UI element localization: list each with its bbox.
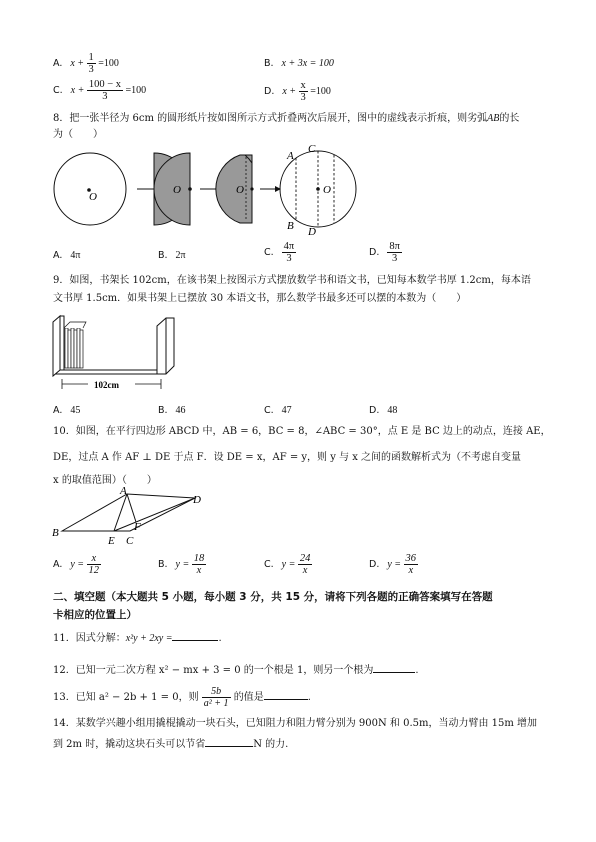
q8-option-d[interactable]: D. $\frac{8\pi}{3}$ — [369, 241, 400, 264]
section-heading-line2: 卡相应的位置上） — [53, 609, 137, 621]
segment-af — [127, 494, 136, 522]
label-f: F — [134, 521, 141, 533]
fraction: $\frac{x}{3}$ — [300, 80, 306, 103]
answer-blank[interactable] — [264, 689, 308, 700]
q10-stem-line1: 10．如图，在平行四边形 ABCD 中，AB = 6，BC = 8，∠ABC = 30°，点 E 是 BC 边上的动点，连接 AE， — [53, 426, 551, 437]
label-c: C — [308, 143, 316, 155]
label-a: A — [287, 150, 294, 162]
quarter-shape — [216, 155, 252, 223]
option-label: D. — [264, 85, 275, 97]
segment-ae — [114, 494, 127, 531]
option-label: A. — [53, 57, 63, 69]
label-d: D — [193, 494, 201, 506]
q9-stem-line2: 文书厚 1.5cm．如果书架上已摆放 30 本语文书，那么数学书最多还可以摆的本数为（ ） — [53, 293, 467, 304]
q14-line2: 到 2m 时，撬动这块石头可以节省 N 的力. — [53, 736, 288, 751]
q10-option-c[interactable]: C. y = $\frac{24}{x}$ — [264, 553, 311, 576]
fraction: $\frac{100 - x}{3}$ — [88, 79, 122, 102]
label-o-3: O — [236, 184, 244, 196]
label-o-2: O — [173, 184, 181, 196]
q10-figure — [50, 486, 210, 548]
q9-option-b[interactable]: B. 46 — [158, 405, 186, 416]
dimension-label: 102cm — [94, 380, 119, 390]
q8-option-a[interactable]: A. 4π — [53, 250, 81, 261]
left-bookend — [53, 316, 60, 376]
q7-option-b[interactable]: B. x + 3x = 100 — [264, 58, 334, 69]
q10-stem-line3: x 的取值范围）（ ） — [53, 475, 157, 486]
answer-blank[interactable] — [373, 662, 415, 673]
q14-line1: 14．某数学兴趣小组用撬棍撬动一块石头，已知阻力和阻力臂分别为 900N 和 0.5m，当动力臂由 15m 增加 — [53, 718, 538, 729]
label-b: B — [52, 527, 59, 539]
section-heading-line1: 二、填空题（本大题共 5 小题，每小题 3 分，共 15 分，请将下列各题的正确答案填写在答题 — [53, 591, 493, 603]
books — [64, 322, 86, 368]
q8-stem-line2: 为（ ） — [53, 129, 103, 140]
label-a: A — [120, 486, 127, 497]
q7-option-d[interactable]: D. x + $\frac{x}{3}$ =100 — [264, 80, 331, 103]
q10-option-d[interactable]: D. y = $\frac{36}{x}$ — [369, 553, 417, 576]
label-e: E — [108, 535, 115, 547]
q9-stem-line1: 9．如图，书架长 102cm，在该书架上按图示方式摆放数学书和语文书，已知每本数学书厚 1.2cm，每本语 — [53, 275, 531, 286]
option-label: B. — [264, 58, 274, 69]
q8-option-c[interactable]: C. $\frac{4\pi}{3}$ — [264, 241, 295, 264]
q8-stem-line1: 8．把一张半径为 6cm 的圆形纸片按如图所示方式折叠两次后展开，图中的虚线表示折痕，则劣弧AB的长 — [53, 113, 520, 124]
fraction: $\frac{1}{3}$ — [88, 52, 94, 75]
label-c: C — [126, 535, 134, 547]
q10-option-b[interactable]: B. y = $\frac{18}{x}$ — [158, 553, 205, 576]
answer-blank[interactable] — [205, 736, 253, 747]
label-o: O — [89, 191, 97, 203]
q11: 11．因式分解：x²y + 2xy = . — [53, 630, 222, 645]
q10-option-a[interactable]: A. y = $\frac{x}{12}$ — [53, 553, 100, 576]
q9-option-d[interactable]: D. 48 — [369, 405, 398, 416]
label-o-4: O — [323, 184, 331, 196]
q8-figure — [50, 143, 370, 239]
center-dot-2 — [188, 187, 192, 191]
label-d: D — [308, 226, 316, 238]
label-b: B — [287, 220, 294, 232]
option-label: C. — [53, 84, 63, 96]
q9-option-a[interactable]: A. 45 — [53, 405, 81, 416]
q9-option-c[interactable]: C. 47 — [264, 405, 292, 416]
answer-blank[interactable] — [172, 630, 218, 641]
q9-figure — [50, 312, 185, 396]
q7-option-c[interactable]: C. x + $\frac{100 - x}{3}$ =100 — [53, 79, 147, 102]
segment-de — [114, 498, 195, 531]
q13: 13．已知 a² − 2b + 1 = 0，则 $\frac{5b}{\text{a² + 1}}$ 的值是 . — [53, 686, 311, 709]
q10-stem-line2: DE，过点 A 作 AF ⊥ DE 于点 F．设 DE = x，AF = y，则 y 与 x 之间的函数解析式为（不考虑自变量 — [53, 452, 522, 463]
q8-option-b[interactable]: B. 2π — [158, 250, 186, 261]
q7-option-a[interactable]: A. x + $\frac{1}{3}$ =100 — [53, 52, 119, 75]
fraction: $\frac{5b}{\text{a² + 1}}$ — [203, 686, 229, 709]
q12: 12．已知一元二次方程 x² − mx + 3 = 0 的一个根是 1，则另一个根为 . — [53, 662, 419, 677]
